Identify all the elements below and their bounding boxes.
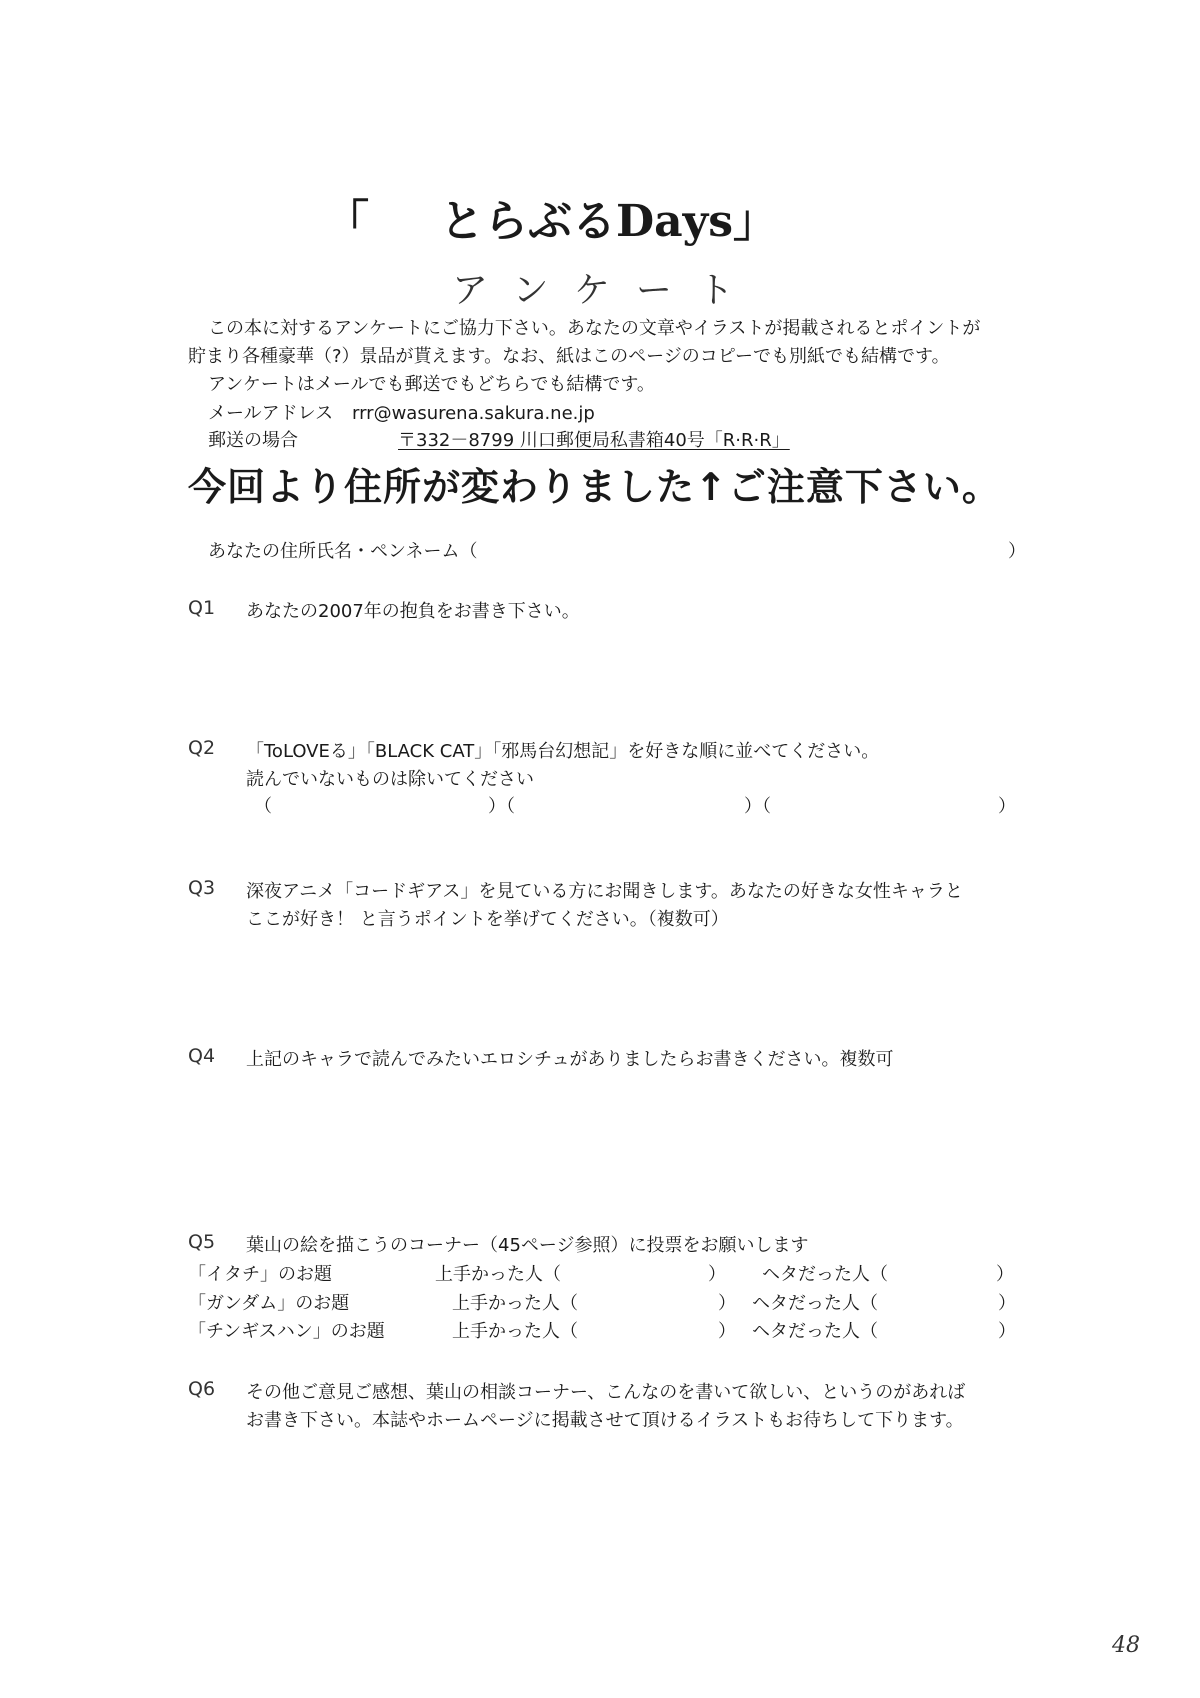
mail-address: rrr@wasurena.sakura.ne.jp (352, 403, 595, 424)
q5-label: Q5 (188, 1231, 216, 1253)
q5-row-theme: 「ガンダム」のお題 (188, 1293, 350, 1314)
post-label: 郵送の場合 (208, 430, 298, 451)
q2-slot-close: ） (998, 796, 1016, 817)
address-change-notice: 今回より住所が変わりました↑ご注意下さい。 (188, 465, 1001, 509)
post-address: 〒332－8799 川口郵便局私書箱40号「R·R·R」 (398, 430, 790, 451)
q1-text: あなたの2007年の抱負をお書き下さい。 (246, 601, 580, 622)
q6-text-1: その他ご意見ご感想、葉山の相談コーナー、こんなのを書いて欲しい、というのがあれば (246, 1382, 966, 1403)
q6-label: Q6 (188, 1378, 216, 1400)
q2-slot-open: （ (254, 796, 272, 817)
q2-text-1: 「ToLOVEる」「BLACK CAT」「邪馬台幻想記」を好きな順に並べてください。 (246, 741, 880, 762)
q4-label: Q4 (188, 1045, 216, 1067)
title-open-bracket: 「 (325, 196, 369, 247)
q2-text-2: 読んでいないものは除いてください (246, 769, 534, 790)
q5-row-good-close: ） (708, 1264, 726, 1285)
q5-row-good: 上手かった人（ (435, 1264, 561, 1285)
intro-line-3: アンケートはメールでも郵送でもどちらでも結構です。 (208, 374, 655, 395)
q5-row-bad-close: ） (996, 1264, 1014, 1285)
q5-text: 葉山の絵を描こうのコーナー（45ページ参照）に投票をお願いします (246, 1235, 809, 1256)
q2-slot-mid-1: ）（ (488, 796, 515, 817)
q5-row-theme: 「チンギスハン」のお題 (188, 1321, 385, 1342)
q5-row-good: 上手かった人（ (452, 1321, 578, 1342)
intro-line-1: この本に対するアンケートにご協力下さい。あなたの文章やイラストが掲載されるとポイントが (208, 318, 981, 339)
q5-row-bad-close: ） (998, 1321, 1016, 1342)
q5-row-good-close: ） (718, 1321, 736, 1342)
q5-row-bad: ヘタだった人（ (762, 1264, 888, 1285)
q5-row-bad: ヘタだった人（ (752, 1321, 878, 1342)
name-field-label: あなたの住所氏名・ペンネーム（ (208, 541, 478, 562)
q2-slot-mid-2: ）（ (744, 796, 771, 817)
mail-label: メールアドレス (208, 403, 334, 424)
q1-label: Q1 (188, 597, 216, 619)
q4-text: 上記のキャラで読んでみたいエロシチュがありましたらお書きください。複数可 (246, 1049, 894, 1070)
q3-label: Q3 (188, 877, 216, 899)
page-title: とらぶるDays」 (440, 196, 778, 247)
q5-row-good: 上手かった人（ (452, 1293, 578, 1314)
q3-text-1: 深夜アニメ「コードギアス」を見ている方にお聞きします。あなたの好きな女性キャラと (246, 881, 963, 902)
name-field-close: ） (1008, 541, 1026, 562)
intro-line-2: 貯まり各種豪華（?）景品が貰えます。なお、紙はこのページのコピーでも別紙でも結構です。 (188, 346, 950, 367)
page-number: 48 (1112, 1633, 1140, 1658)
q5-row-good-close: ） (718, 1293, 736, 1314)
page-subtitle: アンケート (452, 270, 760, 311)
q6-text-2: お書き下さい。本誌やホームページに掲載させて頂けるイラストもお待ちして下ります。 (246, 1410, 964, 1431)
q3-text-2: ここが好き！ と言うポイントを挙げてください。（複数可） (246, 909, 729, 930)
q5-row-theme: 「イタチ」のお題 (188, 1264, 332, 1285)
q2-label: Q2 (188, 737, 216, 759)
q5-row-bad: ヘタだった人（ (752, 1293, 878, 1314)
q5-row-bad-close: ） (998, 1293, 1016, 1314)
